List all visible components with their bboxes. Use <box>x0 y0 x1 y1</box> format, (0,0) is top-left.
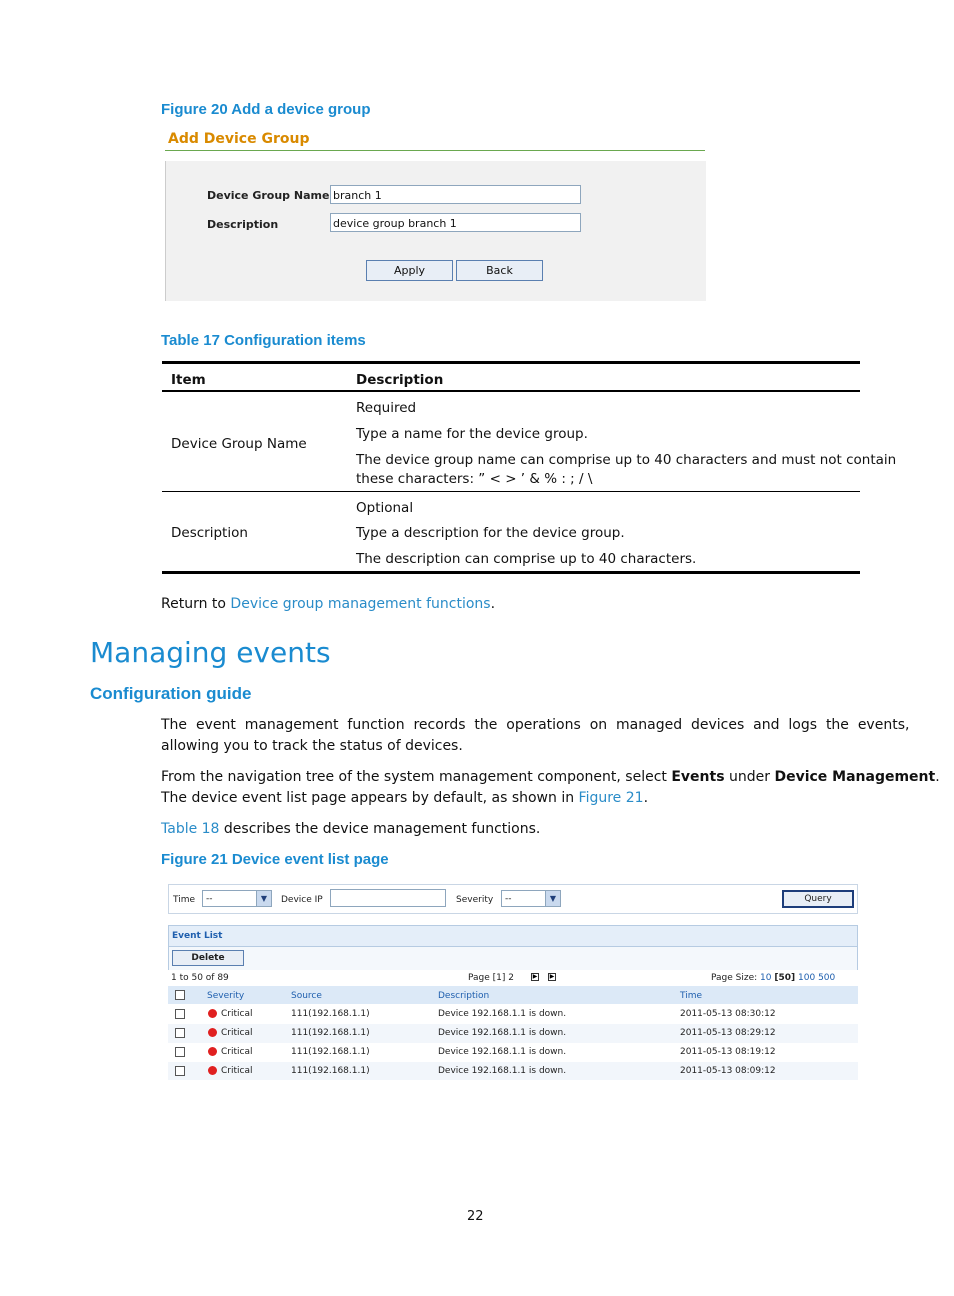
event-list-screenshot <box>168 884 858 1080</box>
table-cell-line: Optional <box>356 500 414 516</box>
figure-21-link[interactable]: Figure 21 <box>578 790 644 806</box>
table-row <box>168 1024 858 1043</box>
table-cell-line: The description can comprise up to 40 characters. <box>356 551 697 567</box>
column-severity[interactable]: Severity <box>207 991 245 1001</box>
severity-label: Severity <box>456 895 494 905</box>
time-cell: 2011-05-13 08:09:12 <box>680 1066 776 1076</box>
time-cell: 2011-05-13 08:19:12 <box>680 1047 776 1057</box>
page-size-100[interactable]: 100 <box>798 973 816 983</box>
page-size-control <box>711 973 835 983</box>
paragraph-line: The device event list page appears by default, as shown in Figure 21. <box>161 790 649 806</box>
column-source[interactable]: Source <box>291 991 322 1001</box>
column-header-item: Item <box>171 372 206 388</box>
column-time[interactable]: Time <box>680 991 703 1001</box>
page-size-50: [50] <box>774 973 796 983</box>
device-group-management-link[interactable]: Device group management functions <box>230 596 491 612</box>
header-rule <box>162 390 860 392</box>
time-cell: 2011-05-13 08:30:12 <box>680 1009 776 1019</box>
page-size-500[interactable]: 500 <box>818 973 836 983</box>
device-ip-label: Device IP <box>281 895 323 905</box>
table-cell-line: these characters: ” < > ’ & % : ; / \ <box>356 471 593 487</box>
severity-cell: Critical <box>221 1028 253 1038</box>
source-cell: 111(192.168.1.1) <box>291 1066 370 1076</box>
table-row <box>168 1005 858 1024</box>
row-checkbox[interactable] <box>175 1009 185 1019</box>
source-cell: 111(192.168.1.1) <box>291 1009 370 1019</box>
critical-icon <box>208 1009 217 1018</box>
severity-cell: Critical <box>221 1066 253 1076</box>
table-row <box>168 1062 858 1080</box>
device-management-term: Device Management <box>774 769 936 785</box>
title-divider <box>165 150 705 151</box>
row-checkbox[interactable] <box>175 1047 185 1057</box>
table-header-row <box>168 986 858 1004</box>
severity-cell: Critical <box>221 1047 253 1057</box>
chevron-down-icon[interactable]: ▼ <box>545 891 560 906</box>
page-size-10[interactable]: 10 <box>760 973 772 983</box>
table-cell-line: Required <box>356 400 417 416</box>
table-18-link[interactable]: Table 18 <box>161 821 220 837</box>
critical-icon <box>208 1047 217 1056</box>
section-subheading: Configuration guide <box>90 684 252 703</box>
severity-select[interactable]: -- ▼ <box>501 890 561 907</box>
description-cell: Device 192.168.1.1 is down. <box>438 1028 567 1038</box>
table-cell-line: Type a name for the device group. <box>356 426 588 442</box>
page-number: 22 <box>467 1209 484 1224</box>
last-page-icon[interactable]: ▶ <box>549 973 555 980</box>
table-cell-line: Type a description for the device group. <box>356 525 625 541</box>
description-input[interactable]: device group branch 1 <box>330 213 581 232</box>
device-ip-input[interactable] <box>330 889 446 907</box>
page-size-label: Page Size: <box>711 973 758 983</box>
event-list-header <box>168 925 858 947</box>
column-header-description: Description <box>356 372 444 388</box>
event-list-toolbar <box>168 947 858 970</box>
table-row-item: Description <box>171 525 248 541</box>
return-prefix: Return to <box>161 596 231 612</box>
paragraph-line: Table 18 describes the device management functions. <box>161 821 541 837</box>
row-checkbox[interactable] <box>175 1066 185 1076</box>
add-device-group-title: Add Device Group <box>168 131 310 147</box>
critical-icon <box>208 1028 217 1037</box>
table-row-item: Device Group Name <box>171 436 307 452</box>
return-line <box>161 594 495 615</box>
device-group-name-input[interactable]: branch 1 <box>330 185 581 204</box>
table-row <box>168 1043 858 1062</box>
table-top-rule <box>162 361 860 364</box>
paragraph-line: allowing you to track the status of devices. <box>161 738 463 754</box>
table-17-caption: Table 17 Configuration items <box>161 332 366 349</box>
severity-cell: Critical <box>221 1009 253 1019</box>
source-cell: 111(192.168.1.1) <box>291 1047 370 1057</box>
event-list-title: Event List <box>172 931 223 941</box>
time-select[interactable]: -- ▼ <box>202 890 272 907</box>
critical-icon <box>208 1066 217 1075</box>
table-bottom-rule <box>162 571 860 574</box>
section-heading: Managing events <box>90 636 331 669</box>
column-description[interactable]: Description <box>438 991 490 1001</box>
description-cell: Device 192.168.1.1 is down. <box>438 1009 567 1019</box>
time-cell: 2011-05-13 08:29:12 <box>680 1028 776 1038</box>
chevron-down-icon[interactable]: ▼ <box>256 891 271 906</box>
delete-button[interactable]: Delete <box>172 950 244 966</box>
events-term: Events <box>671 769 725 785</box>
description-cell: Device 192.168.1.1 is down. <box>438 1066 567 1076</box>
apply-button[interactable]: Apply <box>366 260 453 281</box>
figure-20-caption: Figure 20 Add a device group <box>161 101 371 118</box>
page-indicator: Page [1] 2 <box>468 973 514 983</box>
device-group-name-label: Device Group Name <box>207 189 330 202</box>
description-cell: Device 192.168.1.1 is down. <box>438 1047 567 1057</box>
return-suffix: . <box>490 596 496 612</box>
figure-21-caption: Figure 21 Device event list page <box>161 851 389 868</box>
row-checkbox[interactable] <box>175 1028 185 1038</box>
description-label: Description <box>207 218 279 231</box>
next-page-icon[interactable]: ▶ <box>532 973 538 980</box>
range-text: 1 to 50 of 89 <box>171 973 229 983</box>
paragraph-line: From the navigation tree of the system management component, select Events under Device Management. <box>161 769 940 785</box>
back-button[interactable]: Back <box>456 260 543 281</box>
query-button[interactable]: Query <box>782 890 854 908</box>
paragraph-line: The event management function records the operations on managed devices and logs the events, <box>161 717 910 733</box>
source-cell: 111(192.168.1.1) <box>291 1028 370 1038</box>
table-cell-line: The device group name can comprise up to 40 characters and must not contain <box>356 452 897 468</box>
row-divider <box>162 491 860 492</box>
add-device-group-form <box>165 161 706 301</box>
time-label: Time <box>173 895 196 905</box>
select-all-checkbox[interactable] <box>175 990 185 1000</box>
